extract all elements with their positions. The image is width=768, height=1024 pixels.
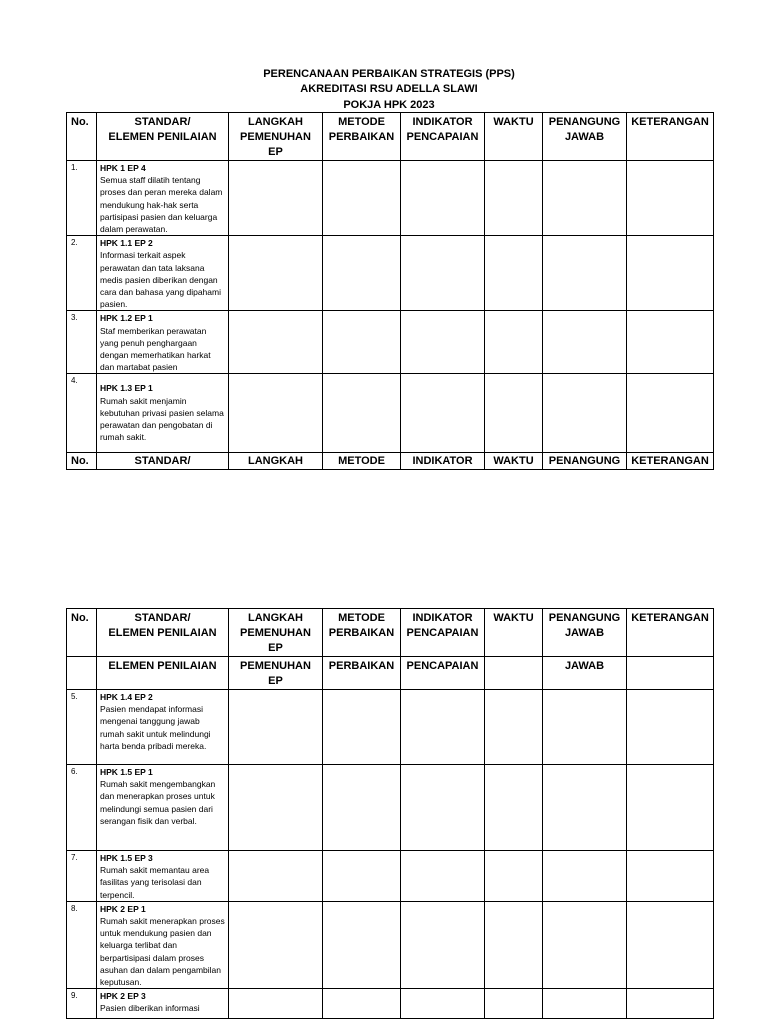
row-number: 1. <box>67 161 97 236</box>
col-indikator-header: PENCAPAIAN <box>401 657 485 690</box>
col-penanggung-header: PENANGUNG JAWAB <box>543 609 627 657</box>
col-waktu-header: WAKTU <box>485 113 543 161</box>
standard-cell: HPK 2 EP 3 Pasien diberikan informasi <box>97 989 229 1019</box>
col-standar-header: STANDAR/ ELEMEN PENILAIAN <box>97 113 229 161</box>
table-header-row-continued <box>67 657 714 690</box>
col-langkah-header: LANGKAH <box>229 453 323 470</box>
col-penanggung-header: JAWAB <box>543 657 627 690</box>
table-row <box>67 374 714 453</box>
table-row <box>67 236 714 311</box>
table-row <box>67 765 714 851</box>
col-metode-header: METODE PERBAIKAN <box>323 609 401 657</box>
standard-cell: HPK 1.2 EP 1 Staf memberikan perawatan yang penuh penghargaan dengan memerhatikan harkat dan martabat pasien <box>97 311 229 374</box>
col-waktu-header: WAKTU <box>485 609 543 657</box>
standard-cell: HPK 1.5 EP 1 Rumah sakit mengembangkan dan menerapkan proses untuk melindungi semua pasien dari serangan fisik dan verbal. <box>97 765 229 851</box>
table-row <box>67 311 714 374</box>
col-langkah-header: LANGKAH PEMENUHAN EP <box>229 609 323 657</box>
standard-cell: HPK 1.3 EP 1 Rumah sakit menjamin kebutuhan privasi pasien selama perawatan dan pengobatan di rumah sakit. <box>97 374 229 453</box>
col-langkah-header: LANGKAH PEMENUHAN EP <box>229 113 323 161</box>
col-metode-header: METODE PERBAIKAN <box>323 113 401 161</box>
pps-table-page-1 <box>66 112 714 470</box>
col-standar-header: STANDAR/ <box>97 453 229 470</box>
col-metode-header: METODE <box>323 453 401 470</box>
doc-title-line-2: AKREDITASI RSU ADELLA SLAWI <box>300 83 478 95</box>
table-row <box>67 161 714 236</box>
col-langkah-header: PEMENUHAN EP <box>229 657 323 690</box>
row-number: 2. <box>67 236 97 311</box>
col-no-header: No. <box>67 453 97 470</box>
standard-cell: HPK 1 EP 4 Semua staff dilatih tentang proses dan peran mereka dalam mendukung hak-hak serta partisipasi pasien dan keluarga dalam perawatan. <box>97 161 229 236</box>
row-number: 9. <box>67 989 97 1019</box>
col-no-header: No. <box>67 609 97 657</box>
pps-table-page-2 <box>66 608 714 1019</box>
standard-cell: HPK 2 EP 1 Rumah sakit menerapkan proses untuk mendukung pasien dan keluarga terlibat dan berpartisipasi dalam proses asuhan dan dalam pengambilan keputusan. <box>97 901 229 988</box>
row-number: 5. <box>67 690 97 765</box>
col-keterangan-header: KETERANGAN <box>627 453 714 470</box>
table-header-row <box>67 113 714 161</box>
doc-title-line-3: POKJA HPK 2023 <box>343 99 435 111</box>
doc-title-line-1: PERENCANAAN PERBAIKAN STRATEGIS (PPS) <box>263 68 515 80</box>
table-header-row-repeat <box>67 453 714 470</box>
table-header-row <box>67 609 714 657</box>
col-indikator-header: INDIKATOR PENCAPAIAN <box>401 113 485 161</box>
col-indikator-header: INDIKATOR PENCAPAIAN <box>401 609 485 657</box>
row-number: 6. <box>67 765 97 851</box>
col-keterangan-header: KETERANGAN <box>627 113 714 161</box>
col-standar-header: ELEMEN PENILAIAN <box>97 657 229 690</box>
col-keterangan-header: KETERANGAN <box>627 609 714 657</box>
row-number: 8. <box>67 901 97 988</box>
row-number: 7. <box>67 851 97 902</box>
row-number: 4. <box>67 374 97 453</box>
table-row <box>67 989 714 1019</box>
col-waktu-header: WAKTU <box>485 453 543 470</box>
table-row <box>67 851 714 902</box>
col-indikator-header: INDIKATOR <box>401 453 485 470</box>
row-number: 3. <box>67 311 97 374</box>
table-row <box>67 690 714 765</box>
standard-cell: HPK 1.1 EP 2 Informasi terkait aspek perawatan dan tata laksana medis pasien diberikan dengan cara dan bahasa yang dipahami pasien. <box>97 236 229 311</box>
col-metode-header: PERBAIKAN <box>323 657 401 690</box>
col-no-header: No. <box>67 113 97 161</box>
col-standar-header: STANDAR/ ELEMEN PENILAIAN <box>97 609 229 657</box>
col-penanggung-header: PENANGUNG JAWAB <box>543 113 627 161</box>
standard-cell: HPK 1.4 EP 2 Pasien mendapat informasi mengenai tanggung jawab rumah sakit untuk melindungi harta benda pribadi mereka. <box>97 690 229 765</box>
col-penanggung-header: PENANGUNG <box>543 453 627 470</box>
standard-cell: HPK 1.5 EP 3 Rumah sakit memantau area fasilitas yang terisolasi dan terpencil. <box>97 851 229 902</box>
table-row <box>67 901 714 988</box>
